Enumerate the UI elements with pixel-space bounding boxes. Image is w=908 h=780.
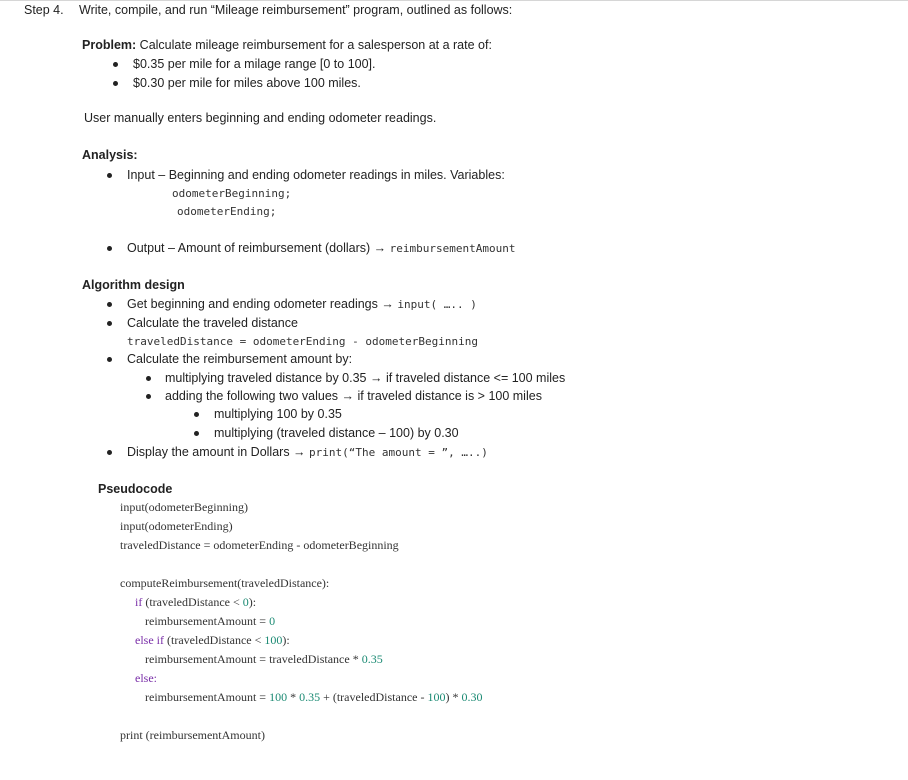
pseudocode-line: computeReimbursement(traveledDistance): (120, 576, 330, 590)
pseudocode-line: if (traveledDistance < 0): (135, 595, 257, 609)
algorithm-step-3: Calculate the reimbursement amount by: (127, 352, 353, 366)
pseudocode-line: print (reimbursementAmount) (120, 728, 265, 742)
bullet (113, 81, 118, 86)
pseudocode-line: input(odometerEnding) (120, 519, 233, 533)
bullet (107, 357, 112, 362)
user-note: User manually enters beginning and ending odometer readings. (84, 111, 437, 125)
pseudocode-line: input(odometerBeginning) (120, 500, 248, 514)
bullet (107, 302, 112, 307)
problem-line (82, 38, 492, 52)
distance-formula: traveledDistance = odometerEnding - odometerBeginning (127, 335, 478, 348)
algorithm-subsub-2: multiplying (traveled distance – 100) by 0.30 (214, 426, 459, 440)
step-title: Write, compile, and run “Mileage reimbursement” program, outlined as follows: (79, 3, 513, 17)
algorithm-step-2: Calculate the traveled distance (127, 316, 298, 330)
analysis-input: Input – Beginning and ending odometer readings in miles. Variables: (127, 168, 505, 182)
problem-text: Calculate mileage reimbursement for a salesperson at a rate of: (139, 38, 492, 52)
top-border (0, 0, 908, 1)
algorithm-heading: Algorithm design (82, 278, 185, 292)
algorithm-step-4: Display the amount in Dollars → print(“The amount = ”, …..) (127, 445, 488, 459)
rate-item-1: $0.35 per mile for a milage range [0 to 100]. (133, 57, 376, 71)
algorithm-step-1: Get beginning and ending odometer readings → input( ….. ) (127, 297, 477, 311)
pseudocode-line: else: (135, 671, 157, 685)
problem-heading: Problem: (82, 38, 137, 52)
pseudocode-line: reimbursementAmount = 0 (145, 614, 276, 628)
pseudocode-line: reimbursementAmount = 100 * 0.35 + (traveledDistance - 100) * 0.30 (145, 690, 483, 704)
output-variable: reimbursementAmount (389, 242, 516, 255)
bullet (107, 450, 112, 455)
bullet (107, 246, 112, 251)
var-odometer-beginning: odometerBeginning; (172, 187, 292, 200)
var-odometer-ending: odometerEnding; (177, 205, 277, 218)
bullet (113, 62, 118, 67)
pseudocode-line: else if (traveledDistance < 100): (135, 633, 290, 647)
analysis-heading: Analysis: (82, 148, 138, 162)
algorithm-sub-1: multiplying traveled distance by 0.35 → if traveled distance <= 100 miles (165, 371, 566, 385)
algorithm-sub-2: adding the following two values → if traveled distance is > 100 miles (165, 389, 542, 403)
pseudocode-line: traveledDistance = odometerEnding - odometerBeginning (120, 538, 399, 552)
bullet (107, 173, 112, 178)
step-label: Step 4. (24, 3, 64, 17)
algorithm-subsub-1: multiplying 100 by 0.35 (214, 407, 342, 421)
bullet (194, 431, 199, 436)
bullet (194, 412, 199, 417)
bullet (107, 321, 112, 326)
analysis-output: Output – Amount of reimbursement (dollars) → reimbursementAmount (127, 241, 516, 255)
rate-item-2: $0.30 per mile for miles above 100 miles. (133, 76, 361, 90)
pseudocode-heading: Pseudocode (98, 482, 173, 496)
bullet (146, 394, 151, 399)
pseudocode-line: reimbursementAmount = traveledDistance * 0.35 (145, 652, 383, 666)
bullet (146, 376, 151, 381)
